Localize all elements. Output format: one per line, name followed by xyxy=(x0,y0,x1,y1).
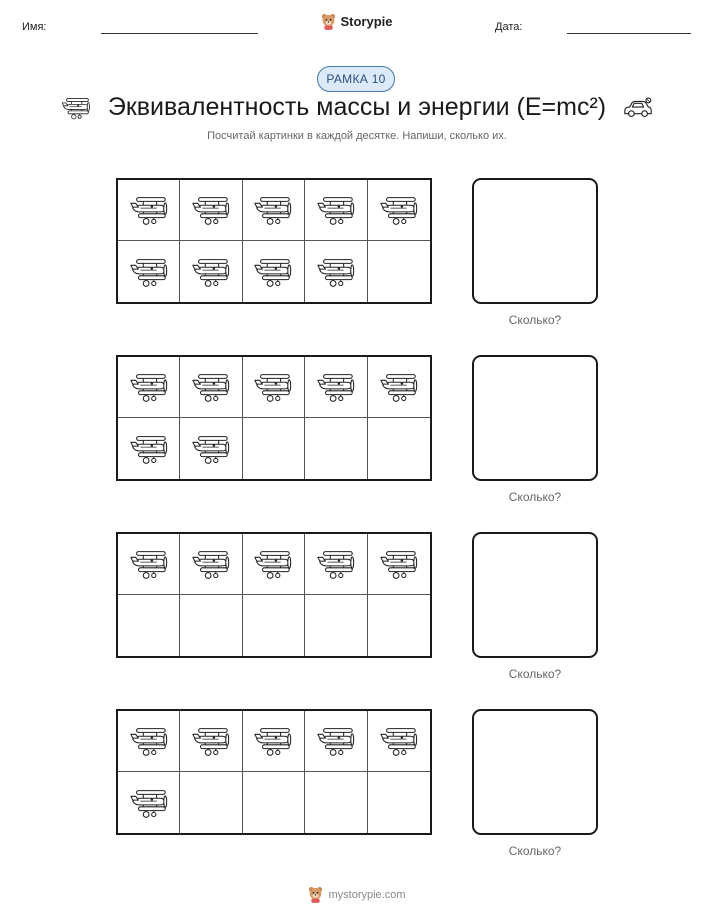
bear-mascot-icon xyxy=(308,886,323,903)
biplane-icon xyxy=(252,194,294,226)
biplane-icon xyxy=(378,548,420,580)
frame-cell xyxy=(368,534,430,595)
frame-cell xyxy=(368,595,430,656)
frame-cell xyxy=(243,357,305,418)
biplane-icon xyxy=(315,725,357,757)
answer-label: Сколько? xyxy=(508,844,562,858)
answer-box[interactable] xyxy=(472,355,598,481)
frame-cell xyxy=(118,772,180,833)
biplane-icon xyxy=(128,725,170,757)
frame-badge: РАМКА 10 xyxy=(317,66,395,92)
frame-cell xyxy=(243,711,305,772)
answer-label: Сколько? xyxy=(508,667,562,681)
title-row xyxy=(0,93,714,122)
frame-cell xyxy=(305,418,367,479)
biplane-icon xyxy=(315,256,357,288)
biplane-icon xyxy=(378,725,420,757)
frame-cell xyxy=(368,772,430,833)
frame-cell xyxy=(118,418,180,479)
frame-cell xyxy=(305,711,367,772)
frame-cell xyxy=(118,534,180,595)
ten-frame xyxy=(116,532,432,658)
instructions: Посчитай картинки в каждой десятке. Напиши, сколько их. xyxy=(207,130,507,142)
frame-cell xyxy=(243,595,305,656)
frame-cell xyxy=(368,418,430,479)
footer xyxy=(0,886,714,903)
biplane-icon xyxy=(252,256,294,288)
frame-cell xyxy=(305,595,367,656)
answer-box[interactable] xyxy=(472,532,598,658)
frame-cell xyxy=(243,241,305,302)
frame-cell xyxy=(180,418,242,479)
biplane-icon xyxy=(128,433,170,465)
biplane-icon xyxy=(252,725,294,757)
biplane-icon xyxy=(378,194,420,226)
frame-cell xyxy=(180,241,242,302)
frame-cell xyxy=(180,534,242,595)
biplane-icon xyxy=(252,548,294,580)
answer-label: Сколько? xyxy=(508,313,562,327)
biplane-icon xyxy=(190,371,232,403)
frame-cell xyxy=(305,534,367,595)
biplane-icon xyxy=(128,371,170,403)
answer-box[interactable] xyxy=(472,709,598,835)
frame-cell xyxy=(243,772,305,833)
biplane-icon xyxy=(128,256,170,288)
frame-cell xyxy=(305,772,367,833)
frame-cell xyxy=(118,180,180,241)
frame-cell xyxy=(180,180,242,241)
date-line[interactable] xyxy=(567,33,691,34)
frame-cell xyxy=(118,711,180,772)
frame-cell xyxy=(368,357,430,418)
biplane-icon xyxy=(128,548,170,580)
frame-cell xyxy=(180,711,242,772)
name-line[interactable] xyxy=(101,33,258,34)
frame-cell xyxy=(180,772,242,833)
brand-logo xyxy=(0,13,714,30)
frame-cell xyxy=(243,534,305,595)
name-label: Имя: xyxy=(22,21,47,33)
frame-cell xyxy=(305,180,367,241)
biplane-icon xyxy=(190,194,232,226)
ten-frame xyxy=(116,355,432,481)
biplane-icon xyxy=(190,433,232,465)
biplane-icon xyxy=(190,256,232,288)
biplane-icon xyxy=(315,194,357,226)
footer-url: mystorypie.com xyxy=(328,888,406,901)
ten-frame xyxy=(116,709,432,835)
biplane-icon xyxy=(252,371,294,403)
car-icon xyxy=(622,96,654,120)
date-label: Дата: xyxy=(495,21,523,33)
ten-frame xyxy=(116,178,432,304)
biplane-icon xyxy=(128,194,170,226)
page-title: Эквивалентность массы и энергии (E=mc²) xyxy=(107,93,607,121)
bear-mascot-icon xyxy=(321,13,336,30)
biplane-icon xyxy=(128,787,170,819)
biplane-icon xyxy=(190,725,232,757)
frame-cell xyxy=(118,595,180,656)
biplane-icon xyxy=(190,548,232,580)
frame-cell xyxy=(368,180,430,241)
frame-cell xyxy=(243,418,305,479)
biplane-icon xyxy=(315,548,357,580)
frame-cell xyxy=(180,595,242,656)
frame-cell xyxy=(305,241,367,302)
frame-cell xyxy=(305,357,367,418)
answer-box[interactable] xyxy=(472,178,598,304)
frame-cell xyxy=(180,357,242,418)
frame-cell xyxy=(118,357,180,418)
frame-cell xyxy=(243,180,305,241)
biplane-icon xyxy=(315,371,357,403)
answer-label: Сколько? xyxy=(508,490,562,504)
frame-cell xyxy=(368,711,430,772)
brand-name: Storypie xyxy=(340,14,393,29)
frame-cell xyxy=(118,241,180,302)
frame-cell xyxy=(368,241,430,302)
biplane-icon xyxy=(378,371,420,403)
